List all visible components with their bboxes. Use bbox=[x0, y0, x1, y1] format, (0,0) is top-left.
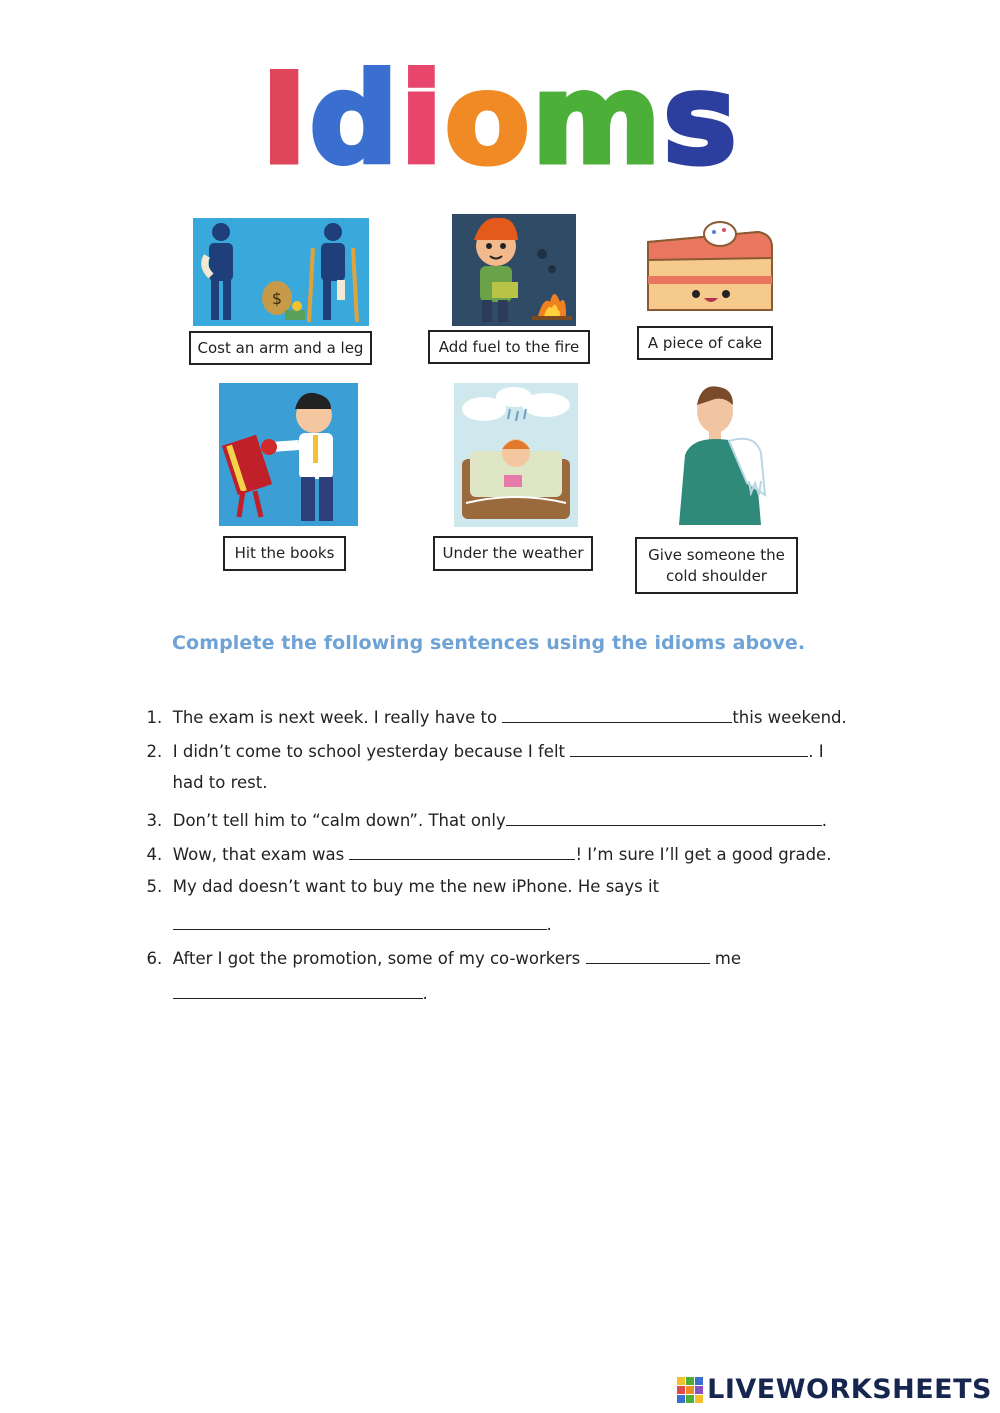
sentence-6-continued bbox=[162, 962, 428, 1003]
title-letter: i bbox=[400, 48, 445, 192]
idiom-label-text: Cost an arm and a leg bbox=[197, 338, 364, 357]
sentence-5 bbox=[136, 858, 659, 896]
sentence-text: had to rest. bbox=[172, 773, 268, 792]
sentence-number: 6. bbox=[146, 949, 163, 968]
idiom-label bbox=[635, 537, 798, 594]
idiom-label-text: Hit the books bbox=[234, 544, 335, 563]
sentence-text: me bbox=[709, 949, 742, 968]
fuel-fire-illustration bbox=[452, 214, 576, 326]
idiom-label bbox=[428, 330, 590, 364]
sentence-text: Wow, that exam was bbox=[172, 845, 350, 864]
arm-and-leg-illustration bbox=[193, 218, 369, 326]
sentence-text: . bbox=[821, 811, 827, 830]
sentence-text: . bbox=[546, 915, 552, 934]
idiom-label bbox=[223, 536, 346, 571]
sentence-text: Don’t tell him to “calm down”. That only bbox=[172, 811, 506, 830]
title-letter: I bbox=[261, 48, 310, 192]
idiom-label-text: A piece of cake bbox=[647, 333, 763, 352]
answer-blank[interactable] bbox=[586, 946, 710, 964]
sick-in-bed-illustration bbox=[454, 383, 578, 527]
liveworksheets-icon bbox=[677, 1377, 703, 1403]
sentence-text: . bbox=[422, 984, 428, 1003]
sentence-number: 5. bbox=[146, 877, 163, 896]
hit-books-illustration bbox=[219, 383, 358, 526]
answer-blank[interactable] bbox=[570, 739, 808, 757]
idiom-label bbox=[189, 331, 372, 365]
sentence-number: 4. bbox=[146, 845, 163, 864]
idiom-label bbox=[433, 536, 593, 571]
sentence-text: I didn’t come to school yesterday because I felt bbox=[172, 742, 571, 761]
idiom-label-text: cold shoulder bbox=[666, 566, 767, 585]
title-letter: o bbox=[444, 48, 532, 192]
idiom-label-text: Under the weather bbox=[442, 544, 584, 563]
liveworksheets-logo bbox=[677, 1374, 992, 1405]
sentence-text: this weekend. bbox=[732, 708, 847, 727]
idiom-label bbox=[637, 326, 773, 360]
title-letter: d bbox=[309, 48, 401, 192]
sentence-2-continued bbox=[162, 754, 267, 792]
svg-text:$: $ bbox=[271, 289, 283, 308]
sentence-text: My dad doesn’t want to buy me the new iPhone. He says it bbox=[172, 877, 660, 896]
answer-blank[interactable] bbox=[173, 981, 423, 999]
title-letter: m bbox=[531, 48, 664, 192]
worksheet-title bbox=[261, 48, 739, 192]
sentence-number: 3. bbox=[146, 811, 163, 830]
cake-slice-illustration bbox=[640, 214, 776, 320]
idiom-label-text: Give someone the bbox=[648, 546, 785, 565]
idiom-label-text: Add fuel to the fire bbox=[438, 337, 580, 356]
sentence-number: 2. bbox=[146, 742, 163, 761]
sentence-number: 1. bbox=[146, 708, 163, 727]
cold-shoulder-illustration bbox=[675, 383, 771, 525]
instruction-heading: Complete the following sentences using the idioms above. bbox=[172, 632, 806, 654]
sentence-text: After I got the promotion, some of my co-workers bbox=[172, 949, 586, 968]
sentence-text: The exam is next week. I really have to bbox=[172, 708, 503, 727]
sentence-text: . I bbox=[808, 742, 824, 761]
liveworksheets-brand: LIVEWORKSHEETS bbox=[707, 1374, 992, 1405]
sentence-text: ! I’m sure I’ll get a good grade. bbox=[575, 845, 832, 864]
title-letter: s bbox=[663, 48, 739, 192]
